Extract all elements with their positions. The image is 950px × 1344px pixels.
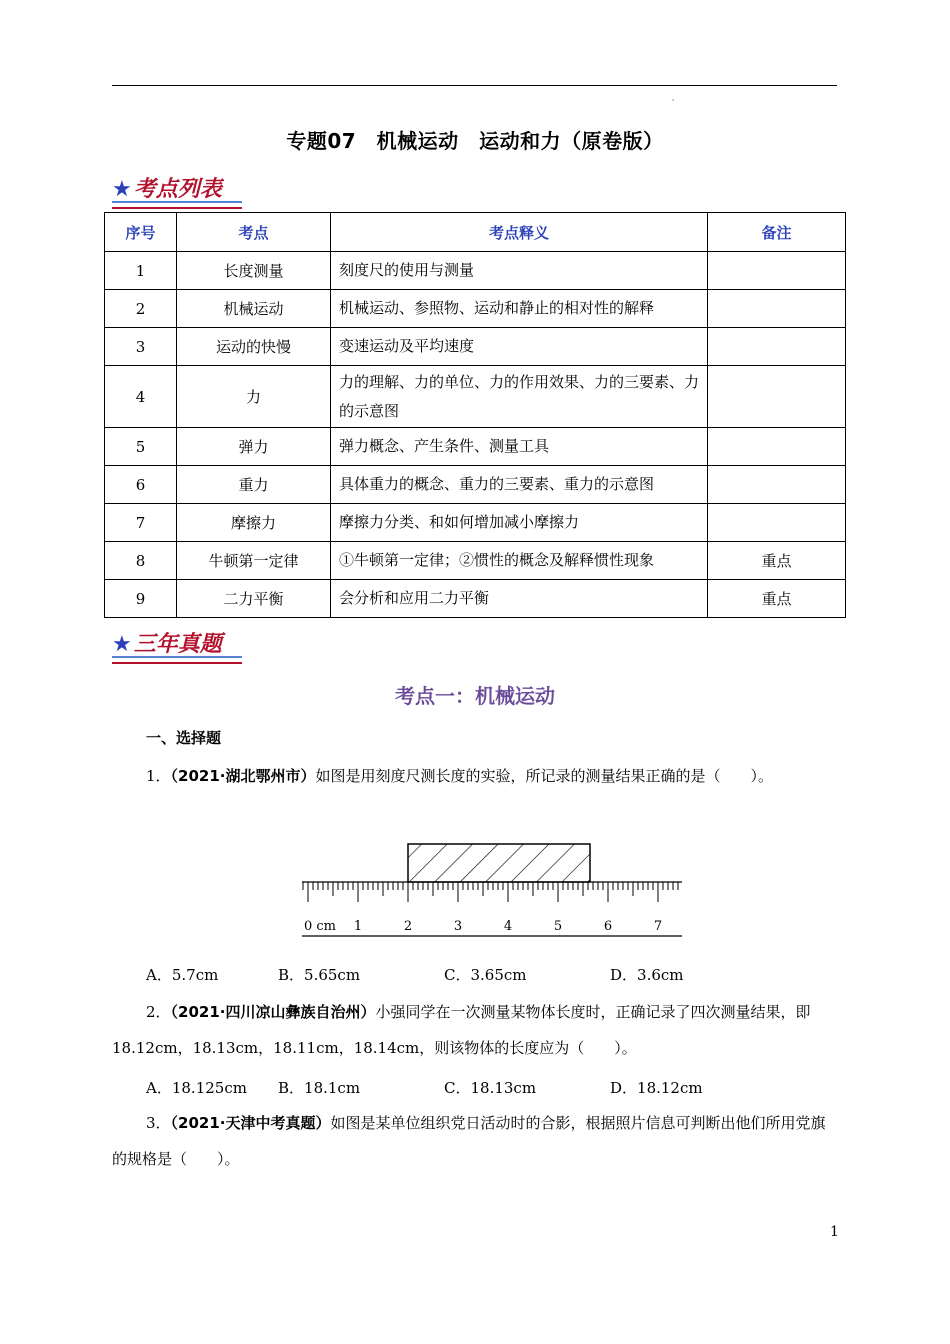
question-source: （2021·湖北鄂州市） bbox=[170, 767, 316, 785]
row-number: 2 bbox=[105, 290, 177, 328]
option-d: D．18.12cm bbox=[610, 1079, 703, 1097]
row-note bbox=[708, 428, 846, 466]
option-a: A．5.7cm bbox=[146, 966, 219, 984]
question-text: 如图是用刻度尺测长度的实验，所记录的测量结果正确的是（ ）。 bbox=[315, 767, 774, 785]
row-note bbox=[708, 252, 846, 290]
row-note bbox=[708, 466, 846, 504]
header-mark: ' bbox=[672, 98, 675, 107]
row-number: 6 bbox=[105, 466, 177, 504]
row-description: 刻度尺的使用与测量 bbox=[331, 252, 708, 290]
ruler-label: 4 bbox=[503, 919, 513, 934]
table-row bbox=[105, 328, 846, 366]
option-c: C．18.13cm bbox=[444, 1079, 537, 1097]
table-row bbox=[105, 290, 846, 328]
header-no: 序号 bbox=[105, 213, 177, 252]
ruler-ticks bbox=[303, 882, 678, 902]
star-icon: ★ bbox=[112, 632, 132, 657]
question-2 bbox=[112, 994, 840, 1066]
header-note: 备注 bbox=[708, 213, 846, 252]
table-header-row bbox=[105, 213, 846, 252]
row-number: 1 bbox=[105, 252, 177, 290]
row-description: 会分析和应用二力平衡 bbox=[331, 580, 708, 618]
page-number: 1 bbox=[830, 1224, 839, 1240]
section-label: 考点列表 bbox=[133, 177, 222, 202]
ruler-label: 1 bbox=[353, 919, 363, 934]
row-note bbox=[708, 328, 846, 366]
row-point: 摩擦力 bbox=[177, 504, 331, 542]
row-point: 弹力 bbox=[177, 428, 331, 466]
row-note bbox=[708, 504, 846, 542]
row-point: 牛顿第一定律 bbox=[177, 542, 331, 580]
ruler-labels bbox=[304, 919, 662, 934]
question-number: 3． bbox=[146, 1114, 171, 1132]
section-label: 三年真题 bbox=[133, 632, 222, 657]
question-1 bbox=[146, 758, 846, 794]
option-a: A．18.125cm bbox=[146, 1079, 247, 1097]
option-b: B．5.65cm bbox=[278, 966, 361, 984]
ruler-label: 7 bbox=[653, 919, 663, 934]
row-number: 3 bbox=[105, 328, 177, 366]
row-description: 力的理解、力的单位、力的作用效果、力的三要素、力的示意图 bbox=[331, 366, 708, 428]
row-number: 5 bbox=[105, 428, 177, 466]
row-note: 重点 bbox=[708, 542, 846, 580]
row-point: 二力平衡 bbox=[177, 580, 331, 618]
row-number: 9 bbox=[105, 580, 177, 618]
row-description: ①牛顿第一定律；②惯性的概念及解释惯性现象 bbox=[331, 542, 708, 580]
question-3 bbox=[112, 1105, 840, 1177]
row-note: 重点 bbox=[708, 580, 846, 618]
header-point: 考点 bbox=[177, 213, 331, 252]
row-description: 机械运动、参照物、运动和静止的相对性的解释 bbox=[331, 290, 708, 328]
table-row bbox=[105, 428, 846, 466]
table-row bbox=[105, 252, 846, 290]
row-note bbox=[708, 366, 846, 428]
row-description: 具体重力的概念、重力的三要素、重力的示意图 bbox=[331, 466, 708, 504]
row-number: 7 bbox=[105, 504, 177, 542]
section-heading-list bbox=[112, 172, 222, 203]
topics-table bbox=[104, 212, 846, 618]
row-number: 8 bbox=[105, 542, 177, 580]
question-source: （2021·四川凉山彝族自治州） bbox=[170, 1003, 376, 1021]
option-d: D．3.6cm bbox=[610, 966, 684, 984]
ruler-figure bbox=[298, 840, 688, 940]
part-heading: 一、选择题 bbox=[146, 729, 222, 747]
option-c: C．3.65cm bbox=[444, 966, 527, 984]
measured-block bbox=[408, 844, 590, 882]
header-desc: 考点释义 bbox=[331, 213, 708, 252]
row-point: 力 bbox=[177, 366, 331, 428]
row-point: 运动的快慢 bbox=[177, 328, 331, 366]
page-title: 专题07 机械运动 运动和力（原卷版） bbox=[286, 129, 664, 153]
ruler-label: 2 bbox=[403, 919, 413, 934]
question-number: 2． bbox=[146, 1003, 171, 1021]
row-description: 摩擦力分类、和如何增加减小摩擦力 bbox=[331, 504, 708, 542]
table-row bbox=[105, 580, 846, 618]
table-row bbox=[105, 542, 846, 580]
row-note bbox=[708, 290, 846, 328]
row-point: 长度测量 bbox=[177, 252, 331, 290]
section-underline bbox=[112, 201, 242, 209]
row-description: 弹力概念、产生条件、测量工具 bbox=[331, 428, 708, 466]
row-point: 机械运动 bbox=[177, 290, 331, 328]
row-number: 4 bbox=[105, 366, 177, 428]
table-row bbox=[105, 366, 846, 428]
question-number: 1． bbox=[146, 767, 171, 785]
star-icon: ★ bbox=[112, 177, 132, 202]
header-rule bbox=[112, 85, 837, 86]
question-text: 小强同学在一次测量某物体长度时，正确记录了四次测量结果，即18.12cm，18.13cm，18.11cm，18.14cm，则该物体的长度应为（ ）。 bbox=[112, 1003, 811, 1057]
ruler-label: 6 bbox=[603, 919, 613, 934]
table-row bbox=[105, 504, 846, 542]
row-point: 重力 bbox=[177, 466, 331, 504]
option-b: B．18.1cm bbox=[278, 1079, 361, 1097]
section-heading-exams bbox=[112, 627, 222, 658]
question-text: 如图是某单位组织党日活动时的合影，根据照片信息可判断出他们所用党旗的规格是（ ）。 bbox=[112, 1114, 826, 1168]
question-source: （2021·天津中考真题） bbox=[170, 1114, 331, 1132]
ruler-label: 3 bbox=[453, 919, 463, 934]
section-underline bbox=[112, 656, 242, 664]
table-row bbox=[105, 466, 846, 504]
topic-subtitle: 考点一：机械运动 bbox=[395, 684, 555, 708]
row-description: 变速运动及平均速度 bbox=[331, 328, 708, 366]
ruler-label: 5 bbox=[553, 919, 563, 934]
ruler-label: 0 cm bbox=[304, 919, 337, 934]
